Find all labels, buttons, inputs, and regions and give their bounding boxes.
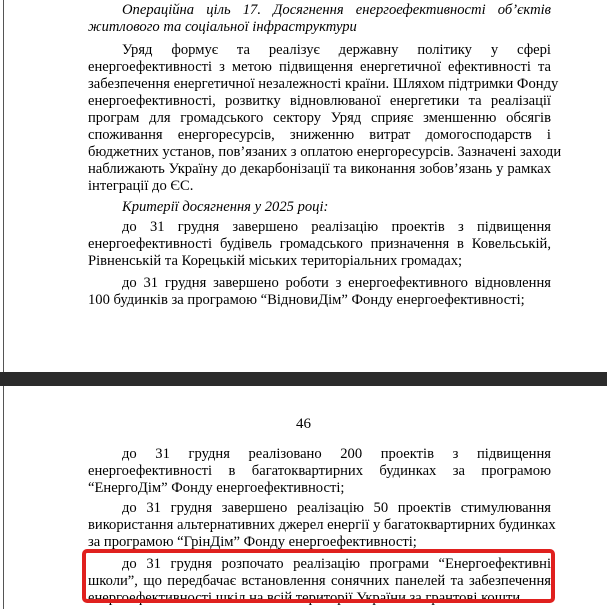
criteria-item-1-line-3: Рівненській та Корецькій міських територіальних громадах; (88, 253, 463, 269)
criteria-item-4-line-1: до 31 грудня завершено реалізацію 50 проектів стимулювання (122, 500, 551, 516)
paragraph-line-9: інтеграції до ЄС. (88, 178, 194, 194)
highlight-box (82, 549, 555, 603)
criteria-item-3-line-3: “ЕнергоДім” Фонду енергоефективності; (88, 480, 345, 496)
section-heading-line-2: житлового та соціальної інфраструктури (88, 19, 357, 35)
criteria-item-5-line-3: енергоефективності шкіл на всій території України за грантові кошти. (88, 590, 524, 606)
criteria-item-3-line-1: до 31 грудня реалізовано 200 проектів з підвищення (122, 446, 551, 462)
criteria-item-1-line-2: енергоефективності будівель громадського призначення в Ковельській, (88, 236, 551, 252)
paragraph-line-7: бюджетних установ, пов’язаних з оплатою енергоресурсів. Зазначені заходи (88, 144, 562, 160)
paragraph-line-3: забезпечення енергетичної незалежності країни. Шляхом підтримки Фонду (88, 76, 559, 92)
criteria-item-2-line-2: 100 будинків за програмою “ВідновиДім” Фонду енергоефективності; (88, 292, 525, 308)
section-heading-line-1: Операційна ціль 17. Досягнення енергоефективності об’єктів (122, 2, 551, 18)
paragraph-line-6: споживання енергоресурсів, зниженню витрат домогосподарств і (88, 127, 551, 143)
criteria-item-5-line-1: до 31 грудня розпочато реалізацію програми “Енергоефективні (122, 556, 551, 572)
criteria-item-4-line-2: використання альтернативних джерел енергії у багатоквартирних будинках (88, 517, 556, 533)
paragraph-line-2: енергоефективності з метою підвищення енергетичної ефективності та (88, 59, 551, 75)
criteria-item-5-line-2: школи”, що передбачає встановлення сонячних панелей та забезпечення (88, 573, 551, 589)
criteria-item-1-line-1: до 31 грудня завершено реалізацію проектів з підвищення (122, 219, 551, 235)
page-margin-line (3, 0, 4, 372)
page-number: 46 (296, 416, 311, 432)
criteria-item-4-line-3: за програмою “ГрінДім” Фонду енергоефективності; (88, 534, 417, 550)
page-separator (0, 372, 607, 386)
criteria-item-2-line-1: до 31 грудня завершено роботи з енергоефективного відновлення (122, 275, 551, 291)
paragraph-line-5: програм для громадського сектору Уряд сприяє зменшенню обсягів (88, 110, 551, 126)
paragraph-line-8: наближають Україну до декарбонізації та виконання зобов’язань у рамках (88, 161, 551, 177)
criteria-item-3-line-2: енергоефективності в багатоквартирних будинках за програмою (88, 463, 551, 479)
paragraph-line-4: енергоефективності, розвитку відновлюваної енергетики та реалізації (88, 93, 551, 109)
document-page-bottom (0, 386, 607, 609)
criteria-heading: Критерії досягнення у 2025 році: (122, 199, 329, 215)
paragraph-line-1: Уряд формує та реалізує державну політику у сфері (122, 42, 551, 58)
